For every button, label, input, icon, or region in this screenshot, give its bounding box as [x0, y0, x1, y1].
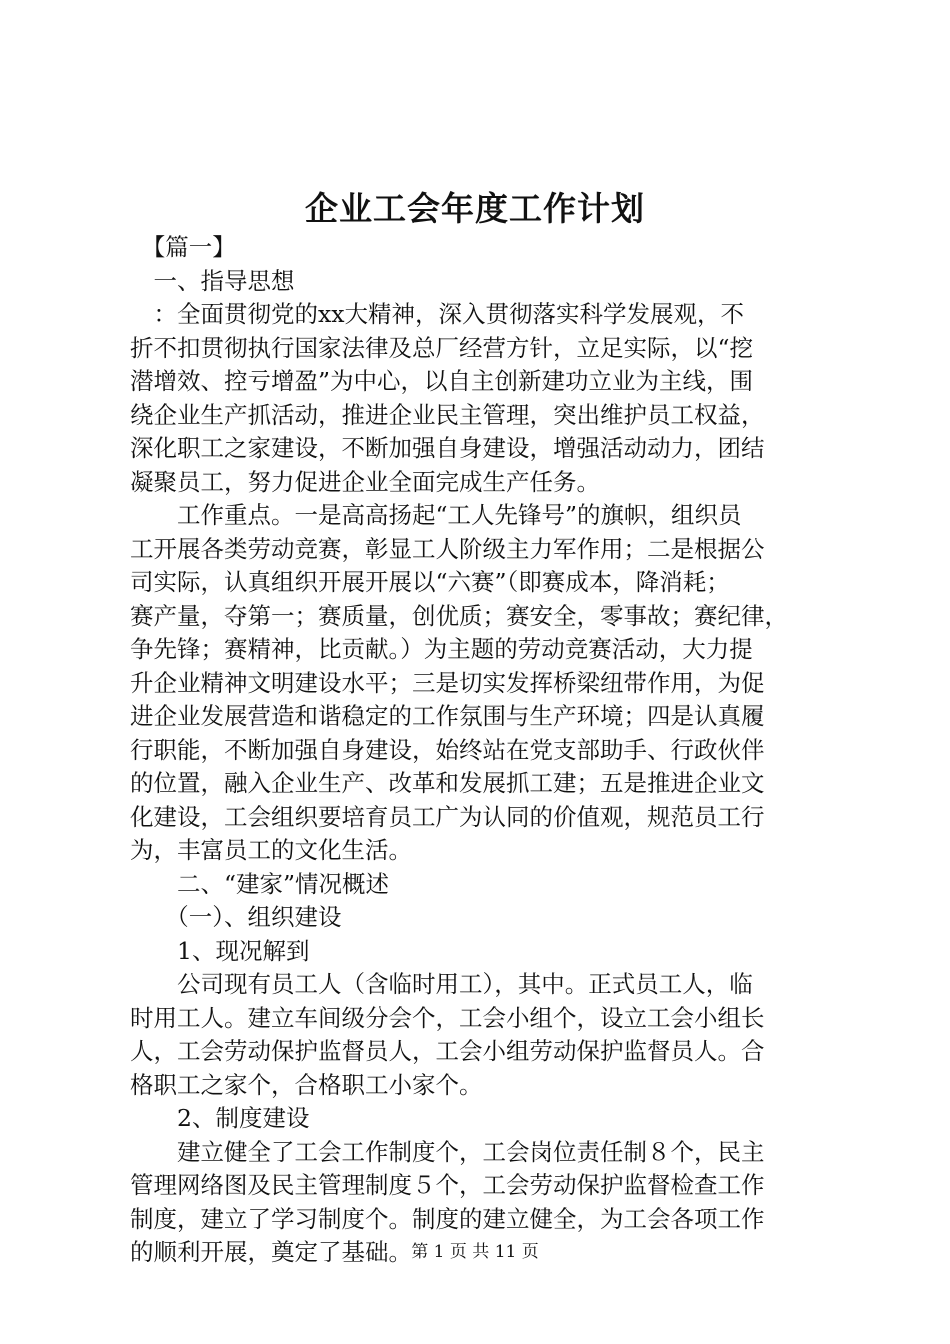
paragraph-line: 时用工人。建立车间级分会个，工会小组个，设立工会小组长	[130, 1003, 765, 1032]
document-title: 企业工会年度工作计划	[305, 189, 645, 228]
paragraph-line: 争先锋；赛精神，比贡献。）为主题的劳动竞赛活动，大力提	[130, 635, 753, 663]
paragraph-line: 为，丰富员工的文化生活。	[130, 836, 412, 864]
paragraph-line: 一、指导思想	[130, 266, 295, 295]
paragraph-line: 升企业精神文明建设水平；三是切实发挥桥梁纽带作用，为促	[130, 668, 765, 697]
paragraph-line: 潜增效、控亏增盈”为中心，以自主创新建功立业为主线，围	[130, 367, 754, 395]
paragraph-line: 工作重点。一是高高扬起“工人先锋号”的旗帜，组织员	[130, 501, 742, 529]
paragraph-line: 制度，建立了学习制度个。制度的建立健全，为工会各项工作	[130, 1204, 765, 1233]
paragraph-line: 的顺利开展，奠定了基础。	[130, 1238, 412, 1266]
paragraph-line: 管理网络图及民主管理制度５个，工会劳动保护监督检查工作	[130, 1171, 765, 1199]
paragraph-line: 司实际，认真组织开展开展以“六赛”（即赛成本，降消耗；	[130, 568, 730, 596]
paragraph-line: ：全面贯彻党的xx大精神，深入贯彻落实科学发展观，不	[130, 300, 745, 328]
paragraph-line: 行职能，不断加强自身建设，始终站在党支部助手、行政伙伴	[130, 735, 765, 764]
document-body	[130, 231, 830, 1270]
paragraph-line: 1、现况解到	[130, 936, 310, 965]
paragraph-line: 工开展各类劳动竞赛，彰显工人阶级主力军作用；二是根据公	[130, 534, 765, 563]
paragraph-line: 2、制度建设	[130, 1104, 310, 1132]
paragraph-line: 公司现有员工人（含临时用工），其中。正式员工人，临	[130, 970, 753, 998]
paragraph-line: （一）、组织建设	[130, 903, 342, 931]
paragraph-line: 化建设，工会组织要培育员工广为认同的价值观，规范员工行	[130, 802, 765, 831]
paragraph-line: 凝聚员工，努力促进企业全面完成生产任务。	[130, 467, 600, 496]
paragraph-line: 的位置，融入企业生产、改革和发展抓工建；五是推进企业文	[130, 769, 765, 797]
paragraph-line: 格职工之家个，合格职工小家个。	[130, 1070, 483, 1099]
paragraph-line: 人，工会劳动保护监督员人，工会小组劳动保护监督员人。合	[130, 1037, 765, 1065]
paragraph-line: 深化职工之家建设，不断加强自身建设，增强活动动力，团结	[130, 434, 765, 462]
paragraph-line: 二、“建家”情况概述	[130, 869, 390, 898]
page-number-footer: 第 1 页 共 11 页	[411, 1242, 539, 1262]
paragraph-line: 进企业发展营造和谐稳定的工作氛围与生产环境；四是认真履	[130, 702, 765, 730]
paragraph-line: 建立健全了工会工作制度个，工会岗位责任制８个，民主	[130, 1137, 765, 1166]
paragraph-line: 绕企业生产抓活动，推进企业民主管理，突出维护员工权益，	[130, 400, 765, 429]
paragraph-line: 折不扣贯彻执行国家法律及总厂经营方针，立足实际，以“挖	[130, 333, 754, 362]
paragraph-line: 赛产量，夺第一；赛质量，创优质；赛安全，零事故；赛纪律，	[130, 601, 788, 630]
paragraph-line: 【篇一】	[130, 233, 236, 261]
